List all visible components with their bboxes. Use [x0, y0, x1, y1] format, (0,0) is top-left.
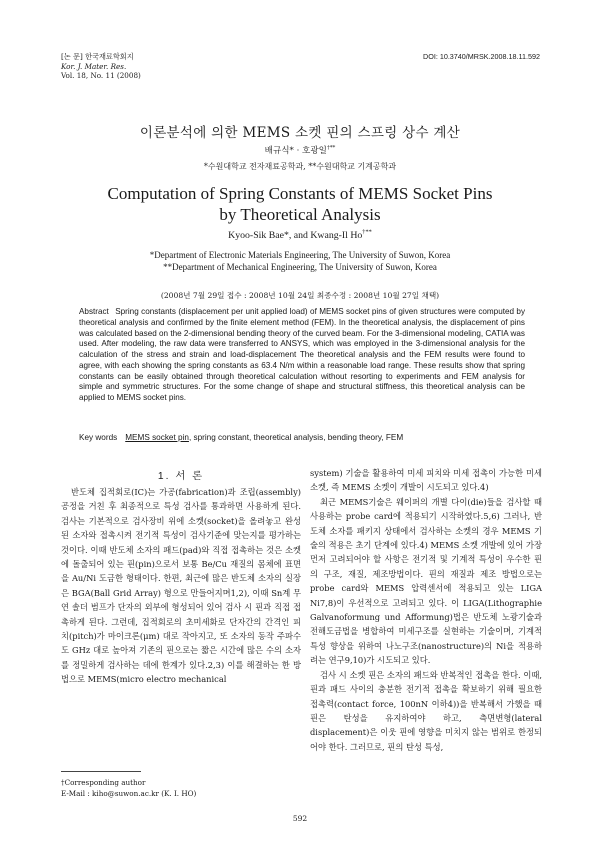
paragraph: 반도체 집적회로(IC)는 가공(fabrication)과 조립(assembly) 공정을 거친 후 최종적으로 특성 검사를 통과하면 사용하게 된다. 검사는 기본적으로 검사장비 위에 소켓(socket)을 올려놓고 완성된 소자와 접촉시켜 전기적 특성이 검사기준에 맞는지를 평가하는 것이다. 이때 반도체 소자의 패드(pad)와 직접 접촉하는 것은 소켓에 돌출되어 있는 핀(pin)으로서 보통 Be/Cu 재질의 몸체에 표면을 Au/Ni 도금한 형태이다. 한편, 최근에 많은 반도체 소자의 실장은 BGA(Ball Grid Array) 형으로 만들어지며1,2), 이때 Sn계 무연 솔더 범프가 단자의 외부에 형성되어 있어 검사 시 핀과 직접 접촉하게 된다. 그런데, 집적회로의 초미세화로 단자간의 간격인 피치(pitch)가 마이크론(μm) 대로 작아지고, 또 소자의 동작 주파수도 GHz 대로 높아져 기존의 핀으로는 짧은 시간에 많은 수의 소자를 정밀하게 검사하는 데에 한계가 있다.2,3) 이를 해결하는 한 방법으로 MEMS(micro electro mechanical — [61, 487, 301, 685]
abstract-label: Abstract — [79, 307, 109, 316]
body-column-left — [61, 485, 301, 687]
abstract-text: Spring constants (displacement per unit applied load) of MEMS socket pins of given structures were computed by theoretical analysis and confirmed by the finite element method (FEM). In the theoretical analysis, the displacement of pins was calculated based on the 2-dimensional bending theory of the curved beam. For the 3-dimensional modeling, CATIA was used. After modeling, the raw data were transferred to ANSYS, which was employed in the 3-dimensional analysis for the calculation of the stress and strain and load-displacement The theoretical analysis and the FEM results were found to agree, with each showing the spring constants as 63.4 N/m within a reasonable load range. These results show that spring constants can be easily obtained through theoretical calculation without resorting to experiments and FEM analysis for simple and symmetric structures. For the some change of shape and structural stiffness, this theoretical analysis can be applied to MEMS socket pins. — [79, 307, 526, 402]
authors-en — [0, 230, 600, 241]
authors-en-marks: †** — [362, 228, 372, 236]
keyword-first: MEMS socket pin — [125, 433, 189, 442]
section-heading-introduction: 1. 서 론 — [157, 471, 205, 482]
title-en-line2: by Theoretical Analysis — [219, 205, 381, 224]
doi: DOI: 10.3740/MRSK.2008.18.11.592 — [423, 52, 540, 61]
received-dates: (2008년 7월 29일 접수 : 2008년 10월 24일 최종수정 : 2008년 10월 27일 채택) — [160, 291, 440, 300]
keywords-label: Key words — [79, 433, 118, 442]
journal-name-en: Kor. J. Mater. Res. — [61, 61, 127, 71]
affiliation-ko: *수원대학교 전자재료공학과, **수원대학교 기계공학과 — [203, 162, 397, 171]
footnote — [61, 777, 196, 799]
title-en-line1: Computation of Spring Constants of MEMS Socket Pins — [107, 184, 493, 203]
affiliation-en-2: **Department of Mechanical Engineering, The University of Suwon, Korea — [163, 262, 437, 272]
affiliation-en — [0, 249, 600, 273]
title-en — [0, 183, 600, 225]
body-column-right — [310, 466, 542, 754]
paragraph: 최근 MEMS기술은 웨이퍼의 개별 다이(die)들을 검사할 때 사용하는 probe card에 적용되기 시작하였다.5,6) 그러나, 반도체 소자를 패키지 상태에서 검사하는 소켓의 경우 MEMS 기술의 적용은 초기 단계에 있다.4) MEMS 소켓 개발에 있어 가장 먼저 고려되어야 할 사항은 전기적 및 기계적 특성이 우수한 핀의 구조, 재질, 제조방법이다. 핀의 재질과 제조 방법으로는 probe card와 MEMS 압력센서에 적용되고 있는 LIGA Ni7,8)이 우선적으로 고려되고 있다. 이 LIGA(Lithographie Galvanoformung und Afformung)법은 반도체 노광기술과 전해도금법을 병합하여 미세구조를 실현하는 기술이며, 기계적 특성 향상을 위하여 나노구조(nanostructure)의 Ni을 적용하려는 연구9,10)가 시도되고 있다. — [310, 496, 542, 666]
page-number: 592 — [292, 814, 308, 823]
journal-header — [61, 52, 141, 81]
paragraph: 검사 시 소켓 핀은 소자의 패드와 반복적인 접촉을 한다. 이때, 핀과 패드 사이의 충분한 전기적 접촉을 확보하기 위해 필요한 접촉력(contact force, 100nN 이하4))을 반복해서 가했을 때 핀은 탄성을 유지하여야 하고, 측면변형(lateral displacement)은 이웃 핀에 영향을 미치지 않는 범위로 한정되어야 한다. 그러므로, 핀의 탄성 특성, — [310, 669, 542, 752]
footnote-rule — [61, 771, 141, 772]
authors-ko-marks: †** — [326, 145, 336, 152]
keywords — [79, 433, 403, 442]
paragraph: system) 기술을 활용하여 미세 피치와 미세 접촉이 가능한 미세 소켓, 즉 MEMS 소켓이 개발이 시도되고 있다.4) — [310, 468, 542, 493]
abstract — [79, 307, 525, 404]
authors-ko-names: 배규식* · 호광일 — [264, 146, 327, 156]
title-ko: 이론분석에 의한 MEMS 소켓 핀의 스프링 상수 계산 — [139, 125, 461, 141]
author-email: E-Mail : kiho@suwon.ac.kr (K. I. HO) — [61, 789, 197, 798]
affiliation-en-1: *Department of Electronic Materials Engineering, The University of Suwon, Korea — [149, 250, 451, 260]
authors-ko — [0, 144, 600, 156]
keywords-rest: , spring constant, theoretical analysis, bending theory, FEM — [188, 433, 404, 442]
corresponding-author: †Corresponding author — [61, 778, 146, 787]
journal-name-ko: [논 문] 한국재료학회지 — [61, 52, 134, 61]
authors-en-names: Kyoo-Sik Bae*, and Kwang-Il Ho — [228, 230, 363, 241]
journal-volume: Vol. 18, No. 11 (2008) — [61, 71, 141, 81]
